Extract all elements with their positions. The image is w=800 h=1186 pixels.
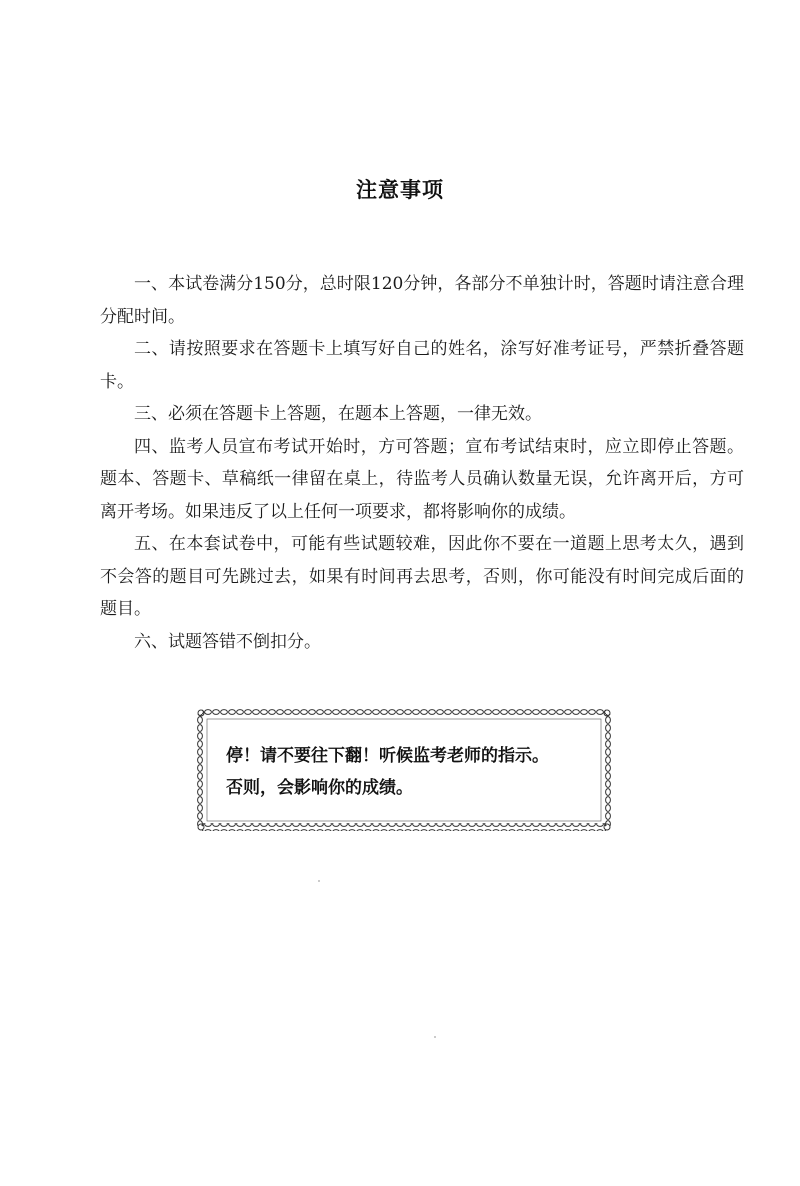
scan-speck — [318, 880, 320, 882]
instruction-item-1: 一、本试卷满分150分，总时限120分钟，各部分不单独计时，答题时请注意合理分配时间。 — [100, 274, 744, 327]
stop-notice-box — [196, 708, 612, 832]
instruction-item-5: 五、在本套试卷中，可能有些试题较难，因此你不要在一道题上思考太久，遇到不会答的题目可先跳过去，如果有时间再去思考，否则，你可能没有时间完成后面的题目。 — [100, 534, 744, 619]
instruction-item-3: 三、必须在答题卡上答题，在题本上答题，一律无效。 — [134, 404, 542, 424]
instruction-item-4: 四、监考人员宣布考试开始时，方可答题；宣布考试结束时，应立即停止答题。题本、答题卡、草稿纸一律留在桌上，待监考人员确认数量无误，允许离开后，方可离开考场。如果违反了以上任何一项要求，都将影响你的成绩。 — [100, 436, 744, 522]
stop-notice-line-1: 停！请不要往下翻！听候监考老师的指示。 — [226, 746, 549, 766]
page-title: 注意事项 — [356, 178, 444, 202]
instruction-item-6: 六、试题答错不倒扣分。 — [134, 631, 321, 652]
scan-speck — [434, 1036, 436, 1038]
instructions-list — [100, 268, 744, 658]
stop-notice-text — [226, 740, 596, 804]
stop-notice-line-2: 否则，会影响你的成绩。 — [226, 778, 413, 798]
instruction-item-2: 二、请按照要求在答题卡上填写好自己的姓名，涂写好准考证号，严禁折叠答题卡。 — [100, 339, 744, 392]
